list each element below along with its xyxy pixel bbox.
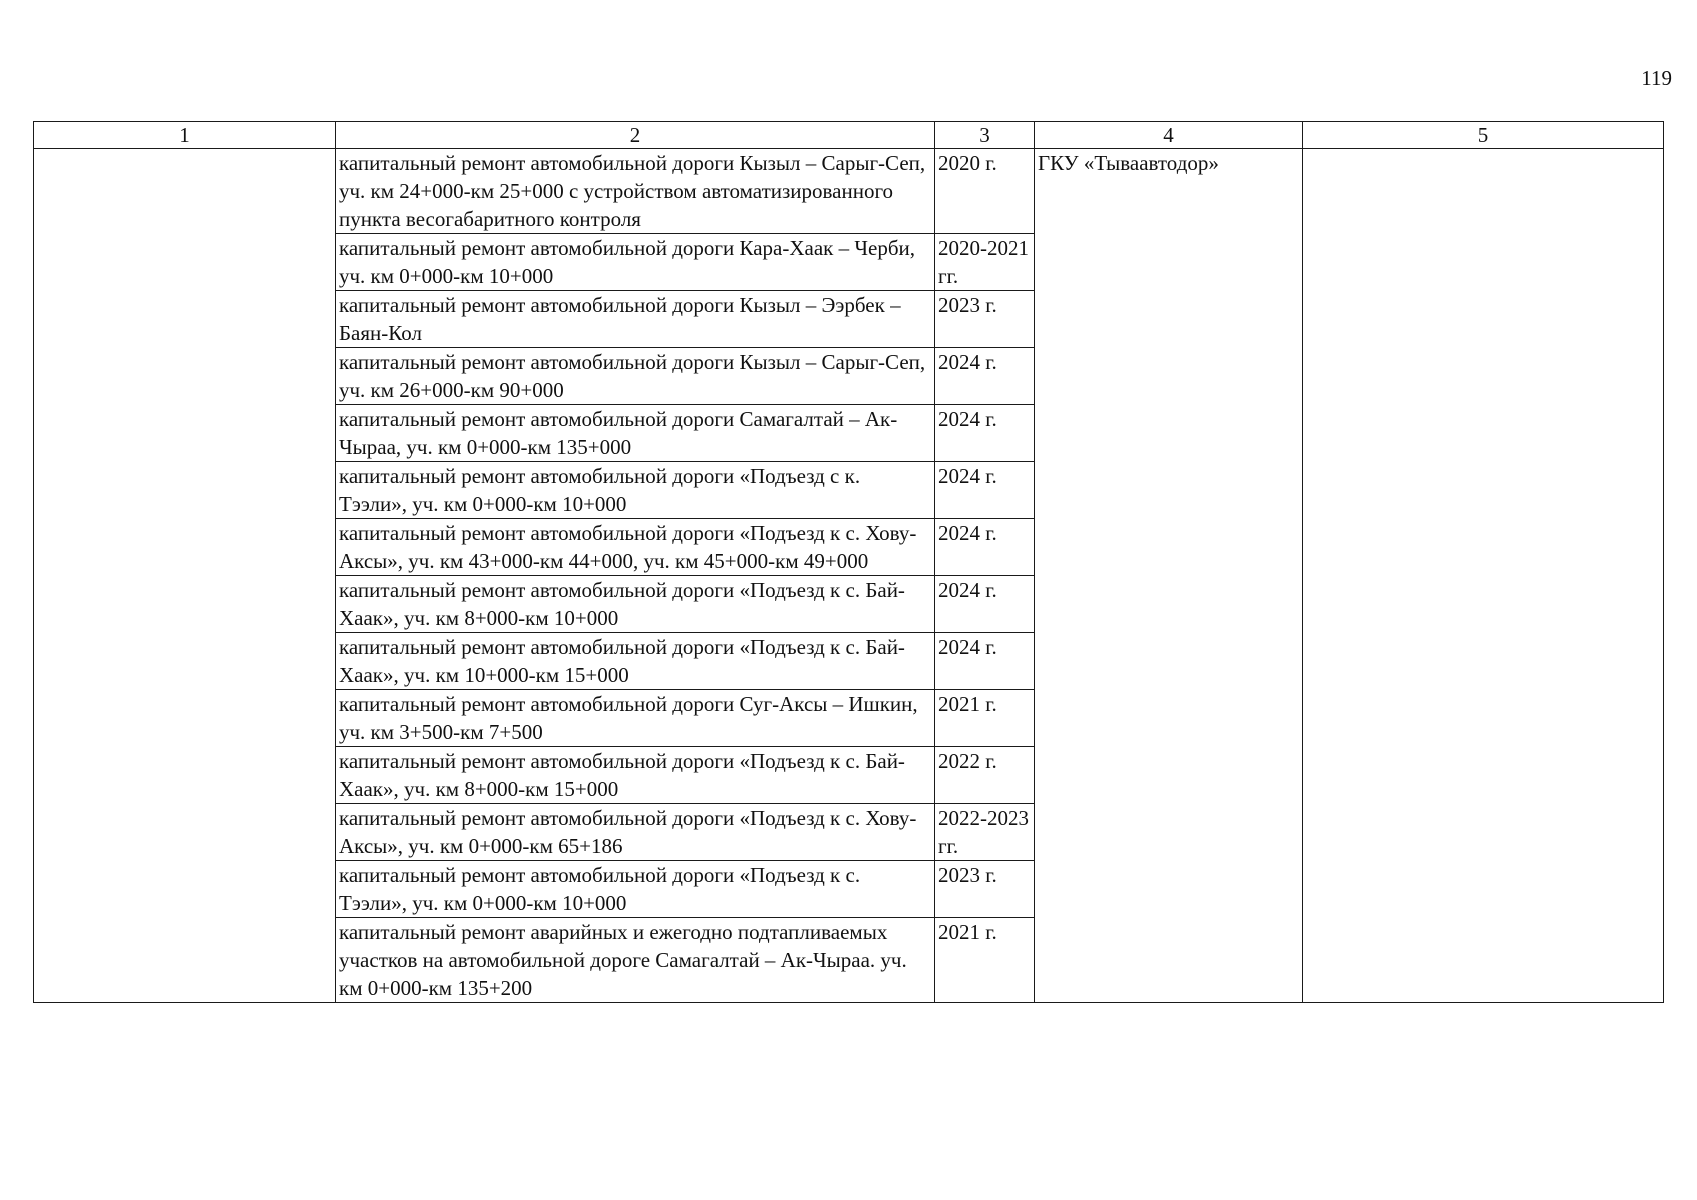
work-description: капитальный ремонт автомобильной дороги «Подъезд к с. Бай-Хаак», уч. км 10+000-км 15+000 [336, 633, 935, 690]
work-description: капитальный ремонт автомобильной дороги Суг-Аксы – Ишкин, уч. км 3+500-км 7+500 [336, 690, 935, 747]
work-period: 2021 г. [935, 918, 1035, 1003]
work-period: 2024 г. [935, 633, 1035, 690]
work-description: капитальный ремонт аварийных и ежегодно подтапливаемых участков на автомобильной дороге Самагалтай – Ак-Чыраа. уч. км 0+000-км 135+200 [336, 918, 935, 1003]
work-description: капитальный ремонт автомобильной дороги Кызыл – Ээрбек – Баян-Кол [336, 291, 935, 348]
work-description: капитальный ремонт автомобильной дороги Самагалтай – Ак-Чыраа, уч. км 0+000-км 135+000 [336, 405, 935, 462]
table-body [34, 149, 1664, 1003]
work-description: капитальный ремонт автомобильной дороги «Подъезд с к. Тээли», уч. км 0+000-км 10+000 [336, 462, 935, 519]
col5-cell [1303, 149, 1664, 1003]
responsible-organization: ГКУ «Тываавтодор» [1035, 149, 1303, 1003]
work-period: 2021 г. [935, 690, 1035, 747]
work-period: 2024 г. [935, 576, 1035, 633]
header-row [34, 122, 1664, 149]
work-period: 2022 г. [935, 747, 1035, 804]
table-row [34, 149, 1664, 234]
work-description: капитальный ремонт автомобильной дороги «Подъезд к с. Тээли», уч. км 0+000-км 10+000 [336, 861, 935, 918]
header-col-5: 5 [1303, 122, 1664, 149]
work-description: капитальный ремонт автомобильной дороги Кара-Хаак – Черби, уч. км 0+000-км 10+000 [336, 234, 935, 291]
work-description: капитальный ремонт автомобильной дороги Кызыл – Сарыг-Сеп, уч. км 26+000-км 90+000 [336, 348, 935, 405]
page-number: 119 [1641, 66, 1672, 90]
work-period: 2024 г. [935, 462, 1035, 519]
work-period: 2020 г. [935, 149, 1035, 234]
work-period: 2023 г. [935, 861, 1035, 918]
work-description: капитальный ремонт автомобильной дороги «Подъезд к с. Бай-Хаак», уч. км 8+000-км 15+000 [336, 747, 935, 804]
header-col-4: 4 [1035, 122, 1303, 149]
work-description: капитальный ремонт автомобильной дороги «Подъезд к с. Бай-Хаак», уч. км 8+000-км 10+000 [336, 576, 935, 633]
header-col-3: 3 [935, 122, 1035, 149]
work-period: 2023 г. [935, 291, 1035, 348]
work-description: капитальный ремонт автомобильной дороги «Подъезд к с. Хову-Аксы», уч. км 0+000-км 65+186 [336, 804, 935, 861]
work-description: капитальный ремонт автомобильной дороги Кызыл – Сарыг-Сеп, уч. км 24+000-км 25+000 с устройством автоматизированного пункта весогабаритного контроля [336, 149, 935, 234]
table-header [34, 122, 1664, 149]
work-period: 2024 г. [935, 405, 1035, 462]
work-period: 2024 г. [935, 519, 1035, 576]
header-col-2: 2 [336, 122, 935, 149]
work-description: капитальный ремонт автомобильной дороги «Подъезд к с. Хову-Аксы», уч. км 43+000-км 44+000, уч. км 45+000-км 49+000 [336, 519, 935, 576]
work-period: 2024 г. [935, 348, 1035, 405]
work-period: 2022-2023 гг. [935, 804, 1035, 861]
col1-cell [34, 149, 336, 1003]
road-repair-table [33, 121, 1664, 1003]
header-col-1: 1 [34, 122, 336, 149]
work-period: 2020-2021 гг. [935, 234, 1035, 291]
